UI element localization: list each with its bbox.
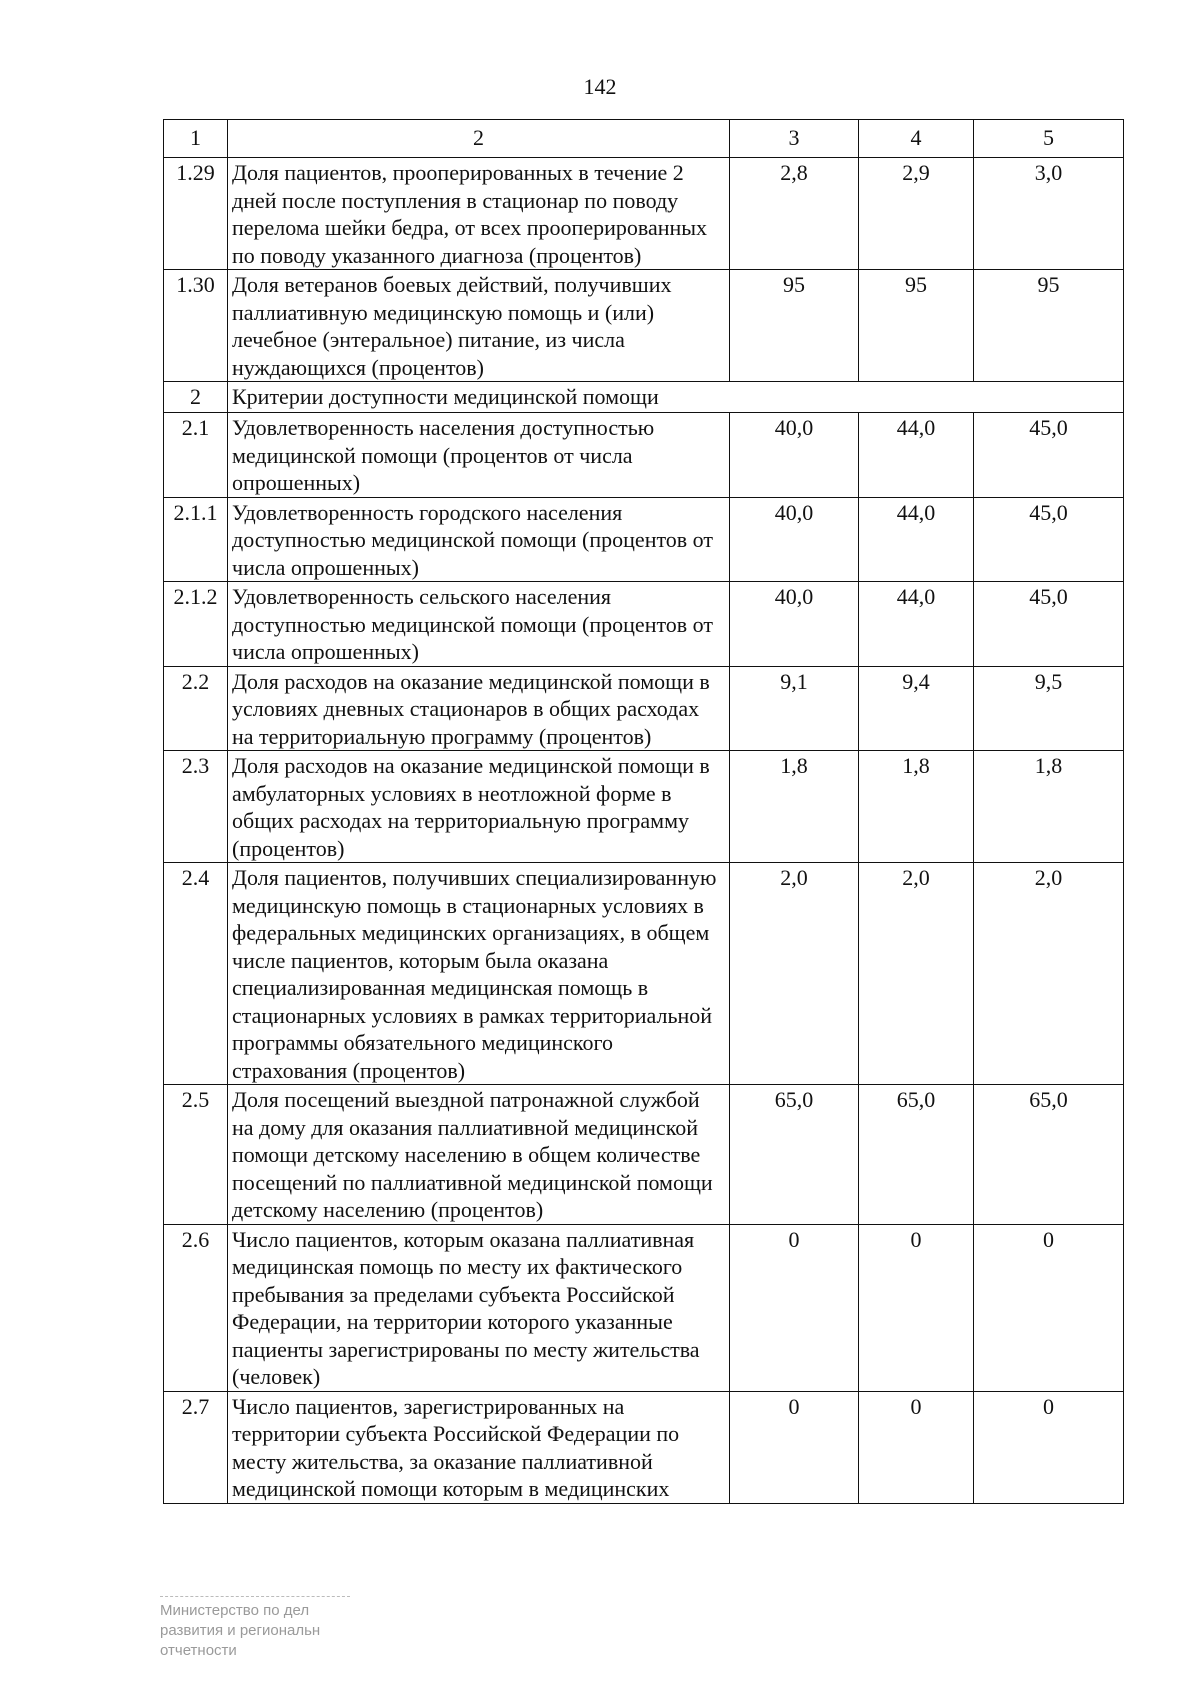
column-header: 1 <box>164 120 228 158</box>
column-header: 2 <box>228 120 730 158</box>
value-col3: 1,8 <box>730 751 859 863</box>
value-col5: 0 <box>974 1224 1124 1391</box>
value-col3: 2,0 <box>730 863 859 1085</box>
column-header: 5 <box>974 120 1124 158</box>
table-row <box>164 1085 1124 1225</box>
row-description: Доля пациентов, прооперированных в течение 2 дней после поступления в стационар по поводу перелома шейки бедра, от всех прооперированных по поводу указанного диагноза (процентов) <box>228 158 730 270</box>
row-description: Удовлетворенность городского населения доступностью медицинской помощи (процентов от числа опрошенных) <box>228 497 730 582</box>
value-col5: 45,0 <box>974 582 1124 667</box>
section-title: Критерии доступности медицинской помощи <box>228 382 1124 413</box>
value-col5: 65,0 <box>974 1085 1124 1225</box>
value-col3: 40,0 <box>730 413 859 498</box>
value-col5: 95 <box>974 270 1124 382</box>
row-number: 2.7 <box>164 1391 228 1503</box>
value-col5: 3,0 <box>974 158 1124 270</box>
row-number: 2.1 <box>164 413 228 498</box>
table-row <box>164 270 1124 382</box>
row-number: 2.1.2 <box>164 582 228 667</box>
stamp-line: Министерство по дел <box>160 1602 310 1619</box>
value-col4: 44,0 <box>859 582 974 667</box>
value-col3: 9,1 <box>730 666 859 751</box>
table-row <box>164 863 1124 1085</box>
table-row <box>164 1391 1124 1503</box>
row-number: 2.2 <box>164 666 228 751</box>
value-col4: 65,0 <box>859 1085 974 1225</box>
row-description: Удовлетворенность сельского населения доступностью медицинской помощи (процентов от числа опрошенных) <box>228 582 730 667</box>
value-col3: 95 <box>730 270 859 382</box>
value-col3: 0 <box>730 1391 859 1503</box>
value-col5: 2,0 <box>974 863 1124 1085</box>
value-col4: 0 <box>859 1391 974 1503</box>
table-row <box>164 158 1124 270</box>
table-header-row <box>164 120 1124 158</box>
stamp-divider <box>160 1596 350 1597</box>
table-row <box>164 1224 1124 1391</box>
value-col4: 44,0 <box>859 413 974 498</box>
row-number: 1.30 <box>164 270 228 382</box>
value-col3: 40,0 <box>730 497 859 582</box>
table-row <box>164 413 1124 498</box>
table-row <box>164 666 1124 751</box>
section-row <box>164 382 1124 413</box>
row-description: Доля ветеранов боевых действий, получивших паллиативную медицинскую помощь и (или) лечебное (энтеральное) питание, из числа нуждающихся (процентов) <box>228 270 730 382</box>
value-col3: 65,0 <box>730 1085 859 1225</box>
row-number: 2.1.1 <box>164 497 228 582</box>
value-col4: 9,4 <box>859 666 974 751</box>
faded-stamp <box>160 1596 400 1661</box>
criteria-table <box>163 119 1124 1504</box>
row-number: 1.29 <box>164 158 228 270</box>
value-col5: 1,8 <box>974 751 1124 863</box>
section-number: 2 <box>164 382 228 413</box>
value-col5: 0 <box>974 1391 1124 1503</box>
row-description: Число пациентов, которым оказана паллиативная медицинская помощь по месту их фактического пребывания за пределами субъекта Российской Федерации, на территории которого указанные пациенты зарегистрированы по месту жительства (человек) <box>228 1224 730 1391</box>
row-description: Доля посещений выездной патронажной службой на дому для оказания паллиативной медицинской помощи детскому населению в общем количестве посещений по паллиативной медицинской помощи детскому населению (процентов) <box>228 1085 730 1225</box>
value-col5: 45,0 <box>974 497 1124 582</box>
value-col4: 1,8 <box>859 751 974 863</box>
row-number: 2.3 <box>164 751 228 863</box>
stamp-line: развития и региональн <box>160 1622 321 1639</box>
value-col5: 9,5 <box>974 666 1124 751</box>
row-number: 2.6 <box>164 1224 228 1391</box>
value-col4: 95 <box>859 270 974 382</box>
value-col3: 0 <box>730 1224 859 1391</box>
row-description: Число пациентов, зарегистрированных на территории субъекта Российской Федерации по месту жительства, за оказание паллиативной медицинской помощи которым в медицинских <box>228 1391 730 1503</box>
value-col4: 2,9 <box>859 158 974 270</box>
row-number: 2.5 <box>164 1085 228 1225</box>
table-row <box>164 751 1124 863</box>
value-col4: 2,0 <box>859 863 974 1085</box>
row-description: Доля расходов на оказание медицинской помощи в условиях дневных стационаров в общих расходах на территориальную программу (процентов) <box>228 666 730 751</box>
row-description: Доля расходов на оказание медицинской помощи в амбулаторных условиях в неотложной форме в общих расходах на территориальную программу (процентов) <box>228 751 730 863</box>
table-row <box>164 497 1124 582</box>
row-description: Доля пациентов, получивших специализированную медицинскую помощь в стационарных условиях в федеральных медицинских организациях, в общем числе пациентов, которым была оказана специализированная медицинская помощь в стационарных условиях в рамках территориальной программы обязательного медицинского страхования (процентов) <box>228 863 730 1085</box>
column-header: 3 <box>730 120 859 158</box>
value-col3: 2,8 <box>730 158 859 270</box>
value-col4: 44,0 <box>859 497 974 582</box>
row-description: Удовлетворенность населения доступностью медицинской помощи (процентов от числа опрошенных) <box>228 413 730 498</box>
value-col3: 40,0 <box>730 582 859 667</box>
value-col5: 45,0 <box>974 413 1124 498</box>
table-row <box>164 582 1124 667</box>
page-number: 142 <box>583 74 617 99</box>
stamp-line: отчетности <box>160 1642 237 1659</box>
row-number: 2.4 <box>164 863 228 1085</box>
value-col4: 0 <box>859 1224 974 1391</box>
column-header: 4 <box>859 120 974 158</box>
